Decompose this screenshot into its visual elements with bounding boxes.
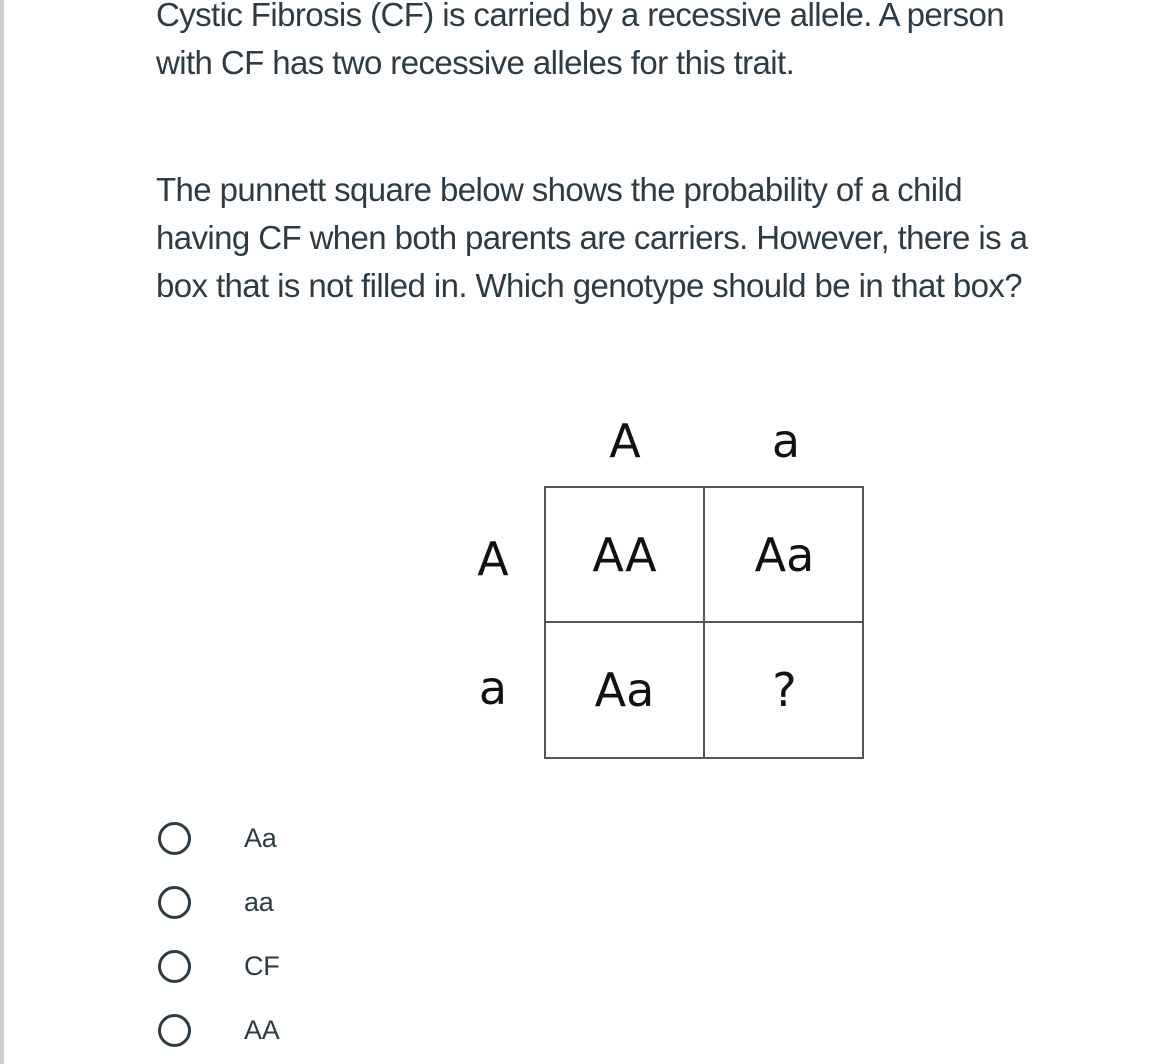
radio-button[interactable] bbox=[158, 1014, 191, 1047]
punnett-cell: Aa bbox=[705, 488, 864, 623]
answer-option-cf[interactable] bbox=[156, 934, 556, 998]
answer-option-label[interactable]: CF bbox=[244, 950, 280, 981]
question-line: Cystic Fibrosis (CF) is carried by a recessive allele. A person bbox=[156, 0, 1004, 33]
column-allele-label: a bbox=[771, 414, 801, 468]
answer-options bbox=[156, 806, 556, 1062]
question-line: The punnett square below shows the probability of a child bbox=[156, 171, 962, 208]
answer-option-aa-dominant[interactable] bbox=[156, 998, 556, 1062]
question-text bbox=[156, 0, 1169, 310]
question-line: box that is not filled in. Which genotype should be in that box? bbox=[156, 267, 1023, 304]
answer-option-label[interactable]: Aa bbox=[244, 822, 277, 853]
punnett-cell: AA bbox=[546, 488, 705, 623]
radio-button[interactable] bbox=[158, 950, 191, 983]
row-allele-label: A bbox=[477, 532, 509, 586]
question-line: with CF has two recessive alleles for this trait. bbox=[156, 44, 795, 81]
punnett-cell-unknown: ? bbox=[772, 663, 797, 717]
answer-option-label[interactable]: AA bbox=[244, 1014, 280, 1045]
radio-button[interactable] bbox=[158, 886, 191, 919]
column-allele-label: A bbox=[609, 414, 641, 468]
left-border bbox=[0, 0, 4, 1064]
radio-button[interactable] bbox=[158, 822, 191, 855]
question-line: having CF when both parents are carriers. However, there is a bbox=[156, 219, 1028, 256]
punnett-cell: Aa bbox=[546, 623, 705, 757]
answer-option-aa-hetero[interactable] bbox=[156, 806, 556, 870]
answer-option-aa-recessive[interactable] bbox=[156, 870, 556, 934]
row-allele-label: a bbox=[478, 661, 508, 715]
punnett-grid bbox=[544, 486, 864, 759]
answer-option-label[interactable]: aa bbox=[244, 886, 274, 917]
